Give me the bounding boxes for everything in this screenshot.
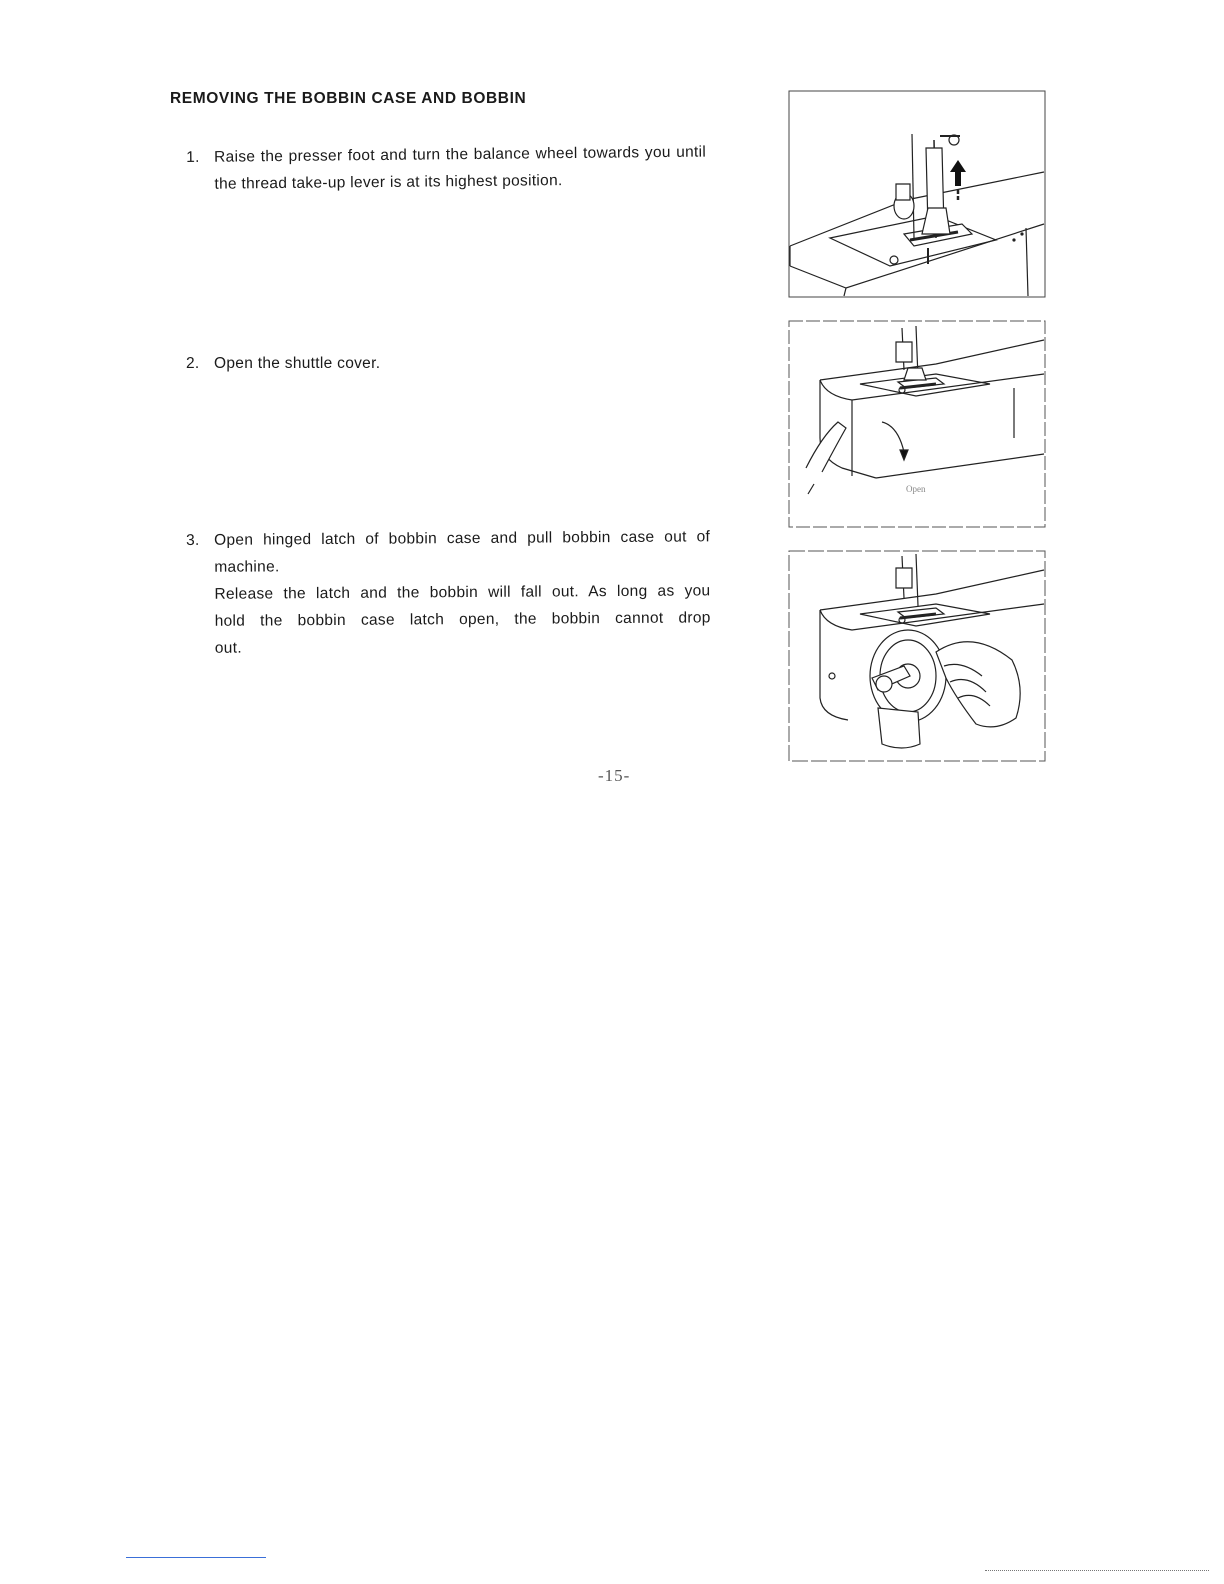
figure-bobbin-case: [786, 548, 1048, 764]
step-3: [186, 523, 711, 662]
figure-shuttle-cover: [786, 318, 1048, 530]
step-1: [186, 139, 707, 198]
step-line: Open hinged latch of bobbin case and pull bobbin case out of: [214, 528, 711, 549]
step-line: out.: [214, 639, 242, 657]
step-text: Raise the presser foot and turn the balance wheel towards you until the thread take-up lever is at its highest position.: [214, 143, 707, 193]
step-text: [214, 523, 711, 661]
section-heading: REMOVING THE BOBBIN CASE AND BOBBIN: [170, 90, 527, 107]
figure-presser-foot: [786, 88, 1048, 300]
step-line: machine.: [214, 558, 280, 576]
step-2: [186, 350, 706, 377]
step-line: Release the latch and the bobbin will fall out. As long as you: [214, 582, 711, 603]
page-number: -15-: [598, 766, 631, 785]
step-number: 2.: [186, 355, 200, 372]
footer-rule-left: [126, 1557, 266, 1558]
step-number: 1.: [186, 148, 200, 166]
step-text: Open the shuttle cover.: [214, 355, 381, 372]
step-number: 3.: [186, 531, 200, 549]
step-line: hold the bobbin case latch open, the bobbin cannot drop: [214, 609, 711, 630]
figure-label-open: Open: [906, 484, 926, 494]
footer-rule-right: [985, 1570, 1209, 1571]
